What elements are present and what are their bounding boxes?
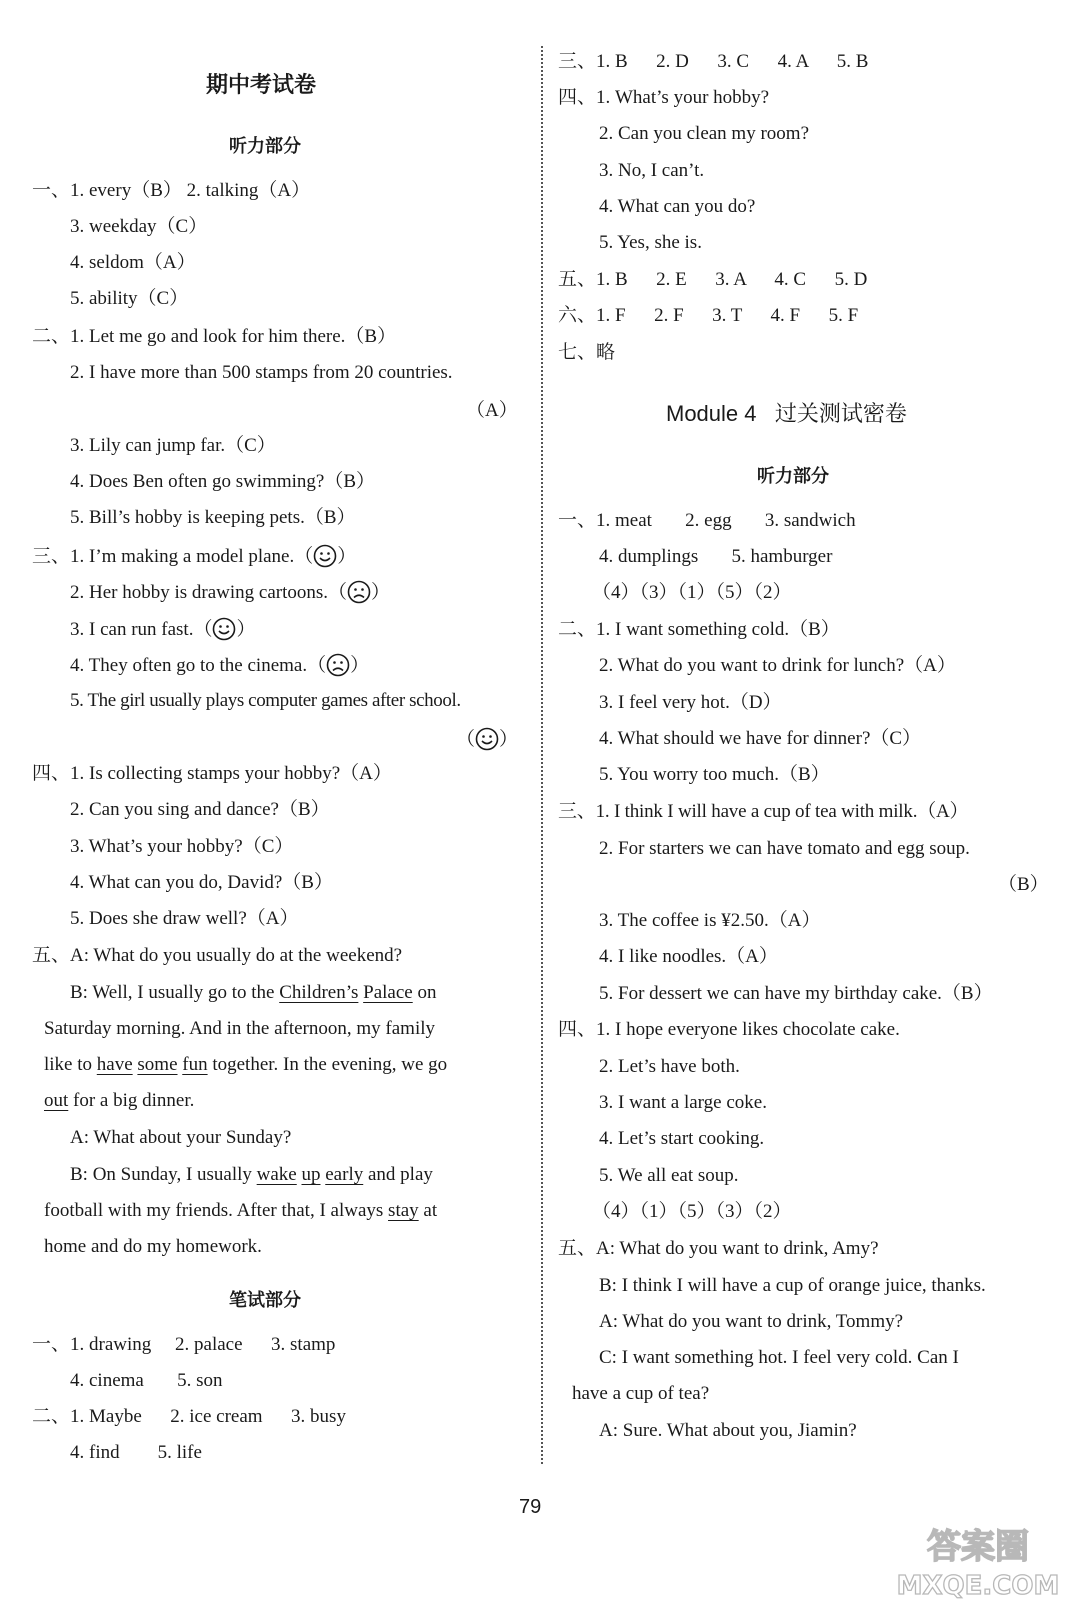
answer-line: （ ） bbox=[456, 729, 519, 750]
listening-heading: 听力部分 bbox=[757, 466, 829, 487]
answer-line: 七、略 bbox=[558, 342, 616, 363]
watermark-logo bbox=[878, 1522, 1078, 1600]
answer-line: 2. Let’s have both. bbox=[599, 1056, 740, 1077]
answer-line: 3. I feel very hot.（D） bbox=[599, 692, 782, 713]
page-number: 79 bbox=[519, 1496, 542, 1518]
dialogue-line: A: Sure. What about you, Jiamin? bbox=[599, 1420, 857, 1441]
sad-face-icon bbox=[347, 580, 371, 604]
answer-line: 5. You worry too much.（B） bbox=[599, 764, 830, 785]
answer-line: 4. They often go to the cinema.（ ） bbox=[70, 655, 370, 676]
dialogue-line: B: On Sunday, I usually wake up early and play bbox=[70, 1164, 433, 1185]
answer-line: 3. The coffee is ¥2.50.（A） bbox=[599, 910, 821, 931]
answer-line: 3. I can run fast.（ ） bbox=[70, 619, 256, 640]
answer-line: 4. What can you do? bbox=[599, 196, 756, 217]
answer-line: 2. For starters we can have tomato and egg soup. bbox=[599, 838, 970, 859]
column-divider bbox=[541, 46, 543, 1464]
answer-line: 4. What can you do, David?（B） bbox=[70, 872, 333, 893]
answer-line: 4. I like noodles.（A） bbox=[599, 946, 778, 967]
dialogue-line: football with my friends. After that, I always stay at bbox=[44, 1200, 438, 1221]
dialogue-line: B: I think I will have a cup of orange juice, thanks. bbox=[599, 1275, 986, 1296]
answer-line: 2. I have more than 500 stamps from 20 countries. bbox=[70, 362, 453, 383]
answer-line: 3. weekday（C） bbox=[70, 216, 208, 237]
sad-face-icon bbox=[326, 653, 350, 677]
listening-heading: 听力部分 bbox=[229, 136, 301, 157]
answer-line: 5. For dessert we can have my birthday cake.（B） bbox=[599, 983, 993, 1004]
answer-line: 一、1. drawing 2. palace 3. stamp bbox=[32, 1334, 336, 1355]
dialogue-line: like to have some fun together. In the evening, we go bbox=[44, 1054, 448, 1075]
smiley-face-icon bbox=[313, 544, 337, 568]
dialogue-line: A: What about your Sunday? bbox=[70, 1127, 292, 1148]
answer-line: 3. Lily can jump far.（C） bbox=[70, 435, 276, 456]
answer-line: 5. Does she draw well?（A） bbox=[70, 908, 299, 929]
answer-line: （A） bbox=[466, 400, 518, 421]
answer-line: 5. Yes, she is. bbox=[599, 232, 702, 253]
answer-line: 二、1. Maybe 2. ice cream 3. busy bbox=[32, 1406, 346, 1427]
answer-line: 一、1. every（B） 2. talking（A） bbox=[32, 180, 311, 201]
answer-line: （B） bbox=[998, 874, 1049, 895]
answer-line: 4. Let’s start cooking. bbox=[599, 1128, 765, 1149]
dialogue-line: 五、A: What do you usually do at the weekend? bbox=[32, 945, 403, 966]
dialogue-line: have a cup of tea? bbox=[572, 1383, 710, 1404]
answer-line: 5. ability（C） bbox=[70, 288, 189, 309]
dialogue-line: Saturday morning. And in the afternoon, my family bbox=[44, 1018, 436, 1039]
answer-line: 4. dumplings 5. hamburger bbox=[599, 546, 833, 567]
answer-line: 四、1. What’s your hobby? bbox=[558, 87, 770, 108]
answer-line: 4. Does Ben often go swimming?（B） bbox=[70, 471, 376, 492]
answer-line: 2. Can you clean my room? bbox=[599, 123, 810, 144]
answer-line: 六、1. F 2. F 3. T 4. F 5. F bbox=[558, 305, 859, 326]
written-heading: 笔试部分 bbox=[229, 1290, 301, 1311]
answer-line: 三、1. I think I will have a cup of tea with milk.（A） bbox=[558, 801, 969, 822]
answer-line: 4. find 5. life bbox=[70, 1442, 202, 1463]
dialogue-line: A: What do you want to drink, Tommy? bbox=[599, 1311, 904, 1332]
exam-title: 期中考试卷 bbox=[206, 73, 317, 98]
dialogue-line: 五、A: What do you want to drink, Amy? bbox=[558, 1238, 879, 1259]
answer-line: 4. cinema 5. son bbox=[70, 1370, 223, 1391]
answer-line: 二、1. Let me go and look for him there.（B） bbox=[32, 326, 397, 347]
answer-line: 三、1. I’m making a model plane.（ ） bbox=[32, 546, 357, 567]
answer-line: （4）（1）（5）（3）（2） bbox=[592, 1201, 792, 1222]
smiley-face-icon bbox=[475, 727, 499, 751]
answer-line: （4）（3）（1）（5）（2） bbox=[592, 582, 792, 603]
answer-line: 3. I want a large coke. bbox=[599, 1092, 767, 1113]
answer-line: 5. We all eat soup. bbox=[599, 1165, 739, 1186]
answer-line: 3. No, I can’t. bbox=[599, 160, 705, 181]
answer-line: 一、1. meat 2. egg 3. sandwich bbox=[558, 510, 856, 531]
dialogue-line: C: I want something hot. I feel very cold. Can I bbox=[599, 1347, 959, 1368]
answer-line: 二、1. I want something cold.（B） bbox=[558, 619, 840, 640]
answer-line: 四、1. I hope everyone likes chocolate cake. bbox=[558, 1019, 900, 1040]
answer-line: 三、1. B 2. D 3. C 4. A 5. B bbox=[558, 51, 869, 72]
answer-line: 3. What’s your hobby?（C） bbox=[70, 836, 294, 857]
watermark-url: MXQE.COM bbox=[896, 1571, 1060, 1600]
dialogue-line: out for a big dinner. bbox=[44, 1090, 195, 1111]
answer-line: 2. What do you want to drink for lunch?（A） bbox=[599, 655, 956, 676]
answer-line: 2. Her hobby is drawing cartoons.（ ） bbox=[70, 582, 391, 603]
answer-line: 5. The girl usually plays computer games after school. bbox=[70, 690, 461, 711]
answer-line: 2. Can you sing and dance?（B） bbox=[70, 799, 330, 820]
answer-line: 5. Bill’s hobby is keeping pets.（B） bbox=[70, 507, 356, 528]
module-title: Module 4 过关测试密卷 bbox=[666, 401, 907, 426]
answer-line: 4. What should we have for dinner?（C） bbox=[599, 728, 922, 749]
watermark-text: 答案圈 bbox=[927, 1527, 1029, 1567]
answer-line: 四、1. Is collecting stamps your hobby?（A） bbox=[32, 763, 392, 784]
answer-line: 4. seldom（A） bbox=[70, 252, 196, 273]
dialogue-line: home and do my homework. bbox=[44, 1236, 262, 1257]
answer-line: 五、1. B 2. E 3. A 4. C 5. D bbox=[558, 269, 868, 290]
dialogue-line: B: Well, I usually go to the Children’s Palace on bbox=[70, 982, 437, 1003]
smiley-face-icon bbox=[212, 617, 236, 641]
